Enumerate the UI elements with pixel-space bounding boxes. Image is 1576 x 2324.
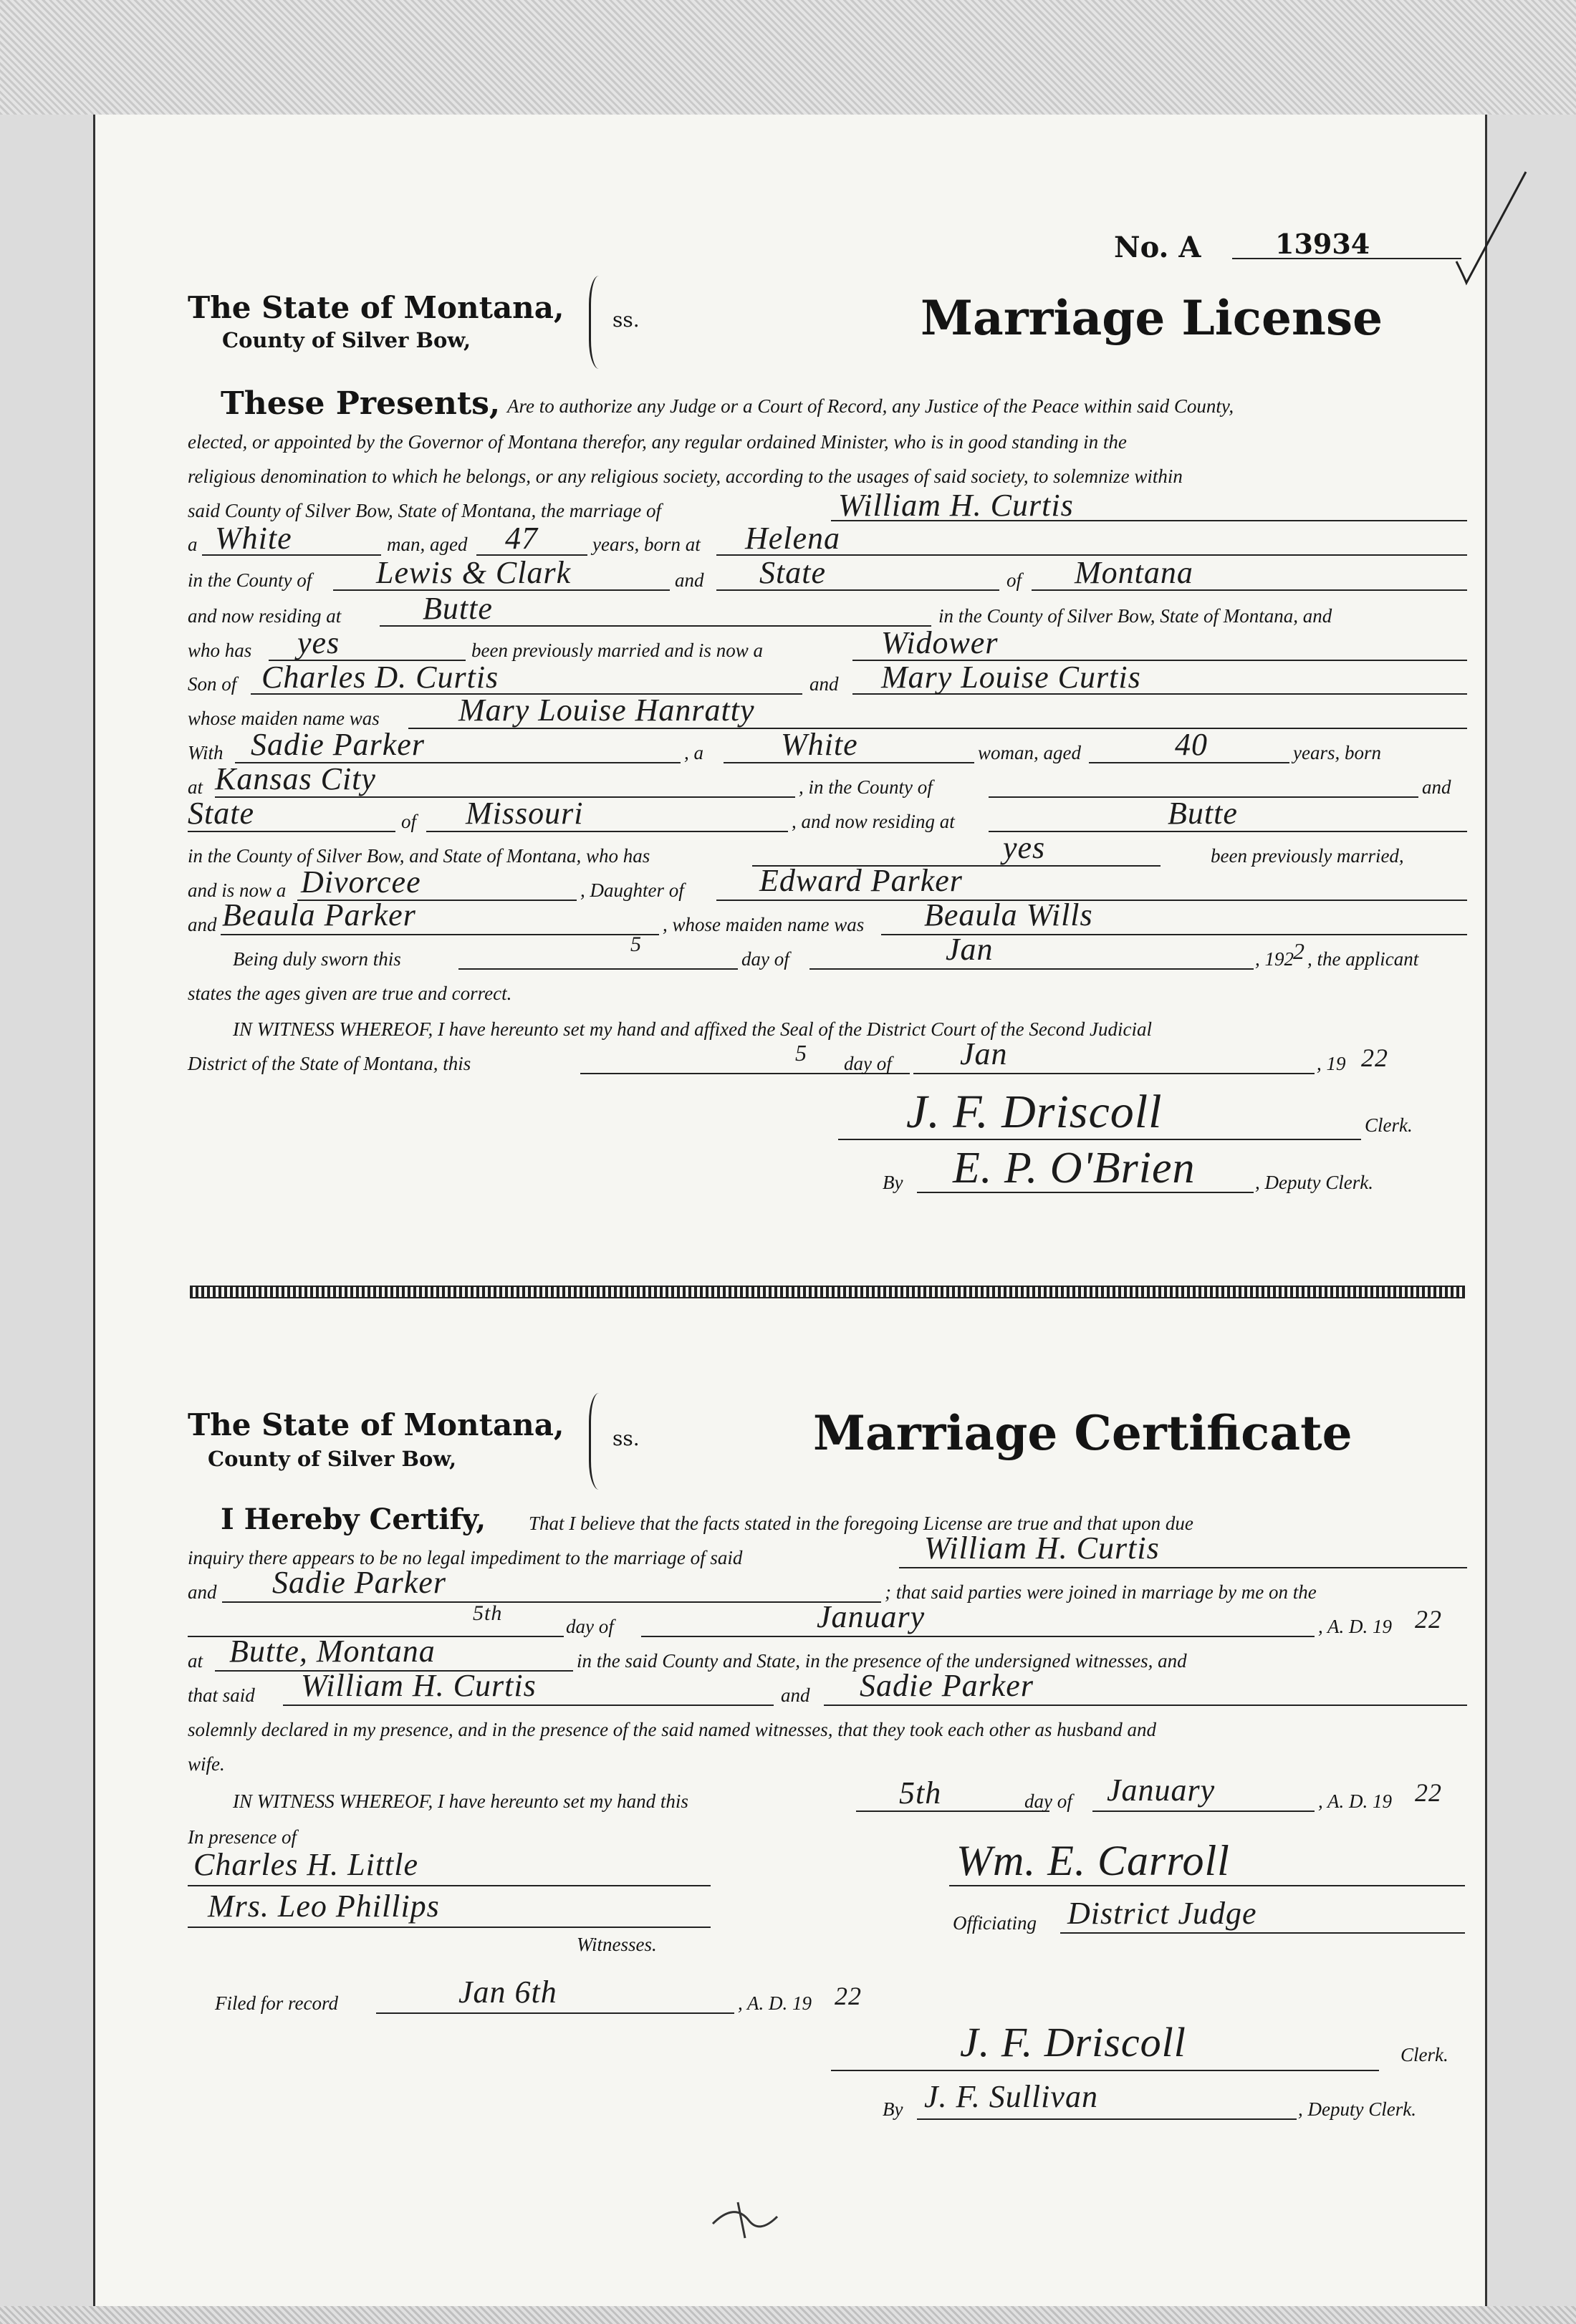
label-county-silver: in the County of Silver Bow, and State of Montana, who has bbox=[188, 845, 650, 867]
cert-label-ad-3: , A. D. 19 bbox=[738, 1992, 812, 2014]
witness1-line bbox=[188, 1885, 711, 1886]
witness-month: Jan bbox=[960, 1036, 1008, 1071]
cert-witness-day: 5th bbox=[899, 1775, 942, 1810]
license-deputy-signature: E. P. O'Brien bbox=[953, 1144, 1196, 1192]
section-divider bbox=[190, 1286, 1465, 1298]
certificate-county-heading: County of Silver Bow, bbox=[208, 1447, 457, 1471]
bride-state-word: State bbox=[188, 796, 254, 831]
cert-label-ad-2: , A. D. 19 bbox=[1318, 1790, 1393, 1812]
label-now-residing: and now residing at bbox=[188, 605, 342, 627]
cert-witness-month: January bbox=[1107, 1773, 1216, 1808]
label-and-4: and bbox=[188, 914, 217, 935]
groom-birth-state: Montana bbox=[1075, 555, 1193, 590]
cert-filed-date: Jan 6th bbox=[458, 1975, 557, 2010]
cert-deputy-label: , Deputy Clerk. bbox=[1298, 2098, 1416, 2120]
cert-label-county-state: in the said County and State, in the presence of the undersigned witnesses, and bbox=[577, 1650, 1187, 1672]
label-is-now: and is now a bbox=[188, 879, 287, 901]
label-with: With bbox=[188, 742, 224, 763]
groom-age: 47 bbox=[505, 521, 538, 556]
label-day-of: day of bbox=[741, 948, 789, 970]
cert-deputy-signature: J. F. Sullivan bbox=[924, 2079, 1098, 2114]
groom-birthplace: Helena bbox=[745, 521, 841, 556]
label-residence-tail: in the County of Silver Bow, State of Montana, and bbox=[938, 605, 1332, 627]
cert-label-day-of: day of bbox=[566, 1616, 614, 1637]
bride-mother-maiden: Beaula Wills bbox=[924, 897, 1093, 932]
label-of-2: of bbox=[401, 811, 417, 832]
license-county-heading: County of Silver Bow, bbox=[222, 328, 471, 352]
label-in-county-2: , in the County of bbox=[799, 776, 933, 798]
cert-witness-day-line bbox=[856, 1810, 1049, 1812]
witness-year: 22 bbox=[1361, 1043, 1388, 1072]
filed-date-line bbox=[376, 2012, 734, 2014]
cert-label-at: at bbox=[188, 1650, 203, 1672]
bride-birthplace: Kansas City bbox=[215, 761, 376, 796]
cert-witnesses-label: Witnesses. bbox=[577, 1934, 657, 1955]
label-in-county: in the County of bbox=[188, 569, 312, 591]
label-born-at: years, born at bbox=[592, 534, 701, 555]
cert-label-and-2: and bbox=[781, 1684, 810, 1706]
sworn-month: Jan bbox=[946, 932, 994, 967]
cert-bride-name: Sadie Parker bbox=[272, 1565, 446, 1600]
label-who-has: who has bbox=[188, 640, 252, 661]
cert-married-place: Butte, Montana bbox=[229, 1634, 436, 1669]
label-son-of: Son of bbox=[188, 673, 237, 695]
witness-day: 5 bbox=[795, 1040, 807, 1066]
groom-status: Widower bbox=[881, 625, 999, 660]
bride-race: White bbox=[781, 727, 858, 762]
label-now-residing-2: , and now residing at bbox=[792, 811, 955, 832]
officiant-title-line bbox=[1060, 1932, 1465, 1934]
bride-status: Divorcee bbox=[301, 864, 421, 900]
label-day-of-2: day of bbox=[844, 1053, 892, 1074]
presents-text-1: Are to authorize any Judge or a Court of Record, any Justice of the Peace within said County, bbox=[507, 395, 1234, 417]
cert-witness-1: Charles H. Little bbox=[193, 1847, 419, 1882]
label-and: and bbox=[675, 569, 704, 591]
label-at: at bbox=[188, 776, 203, 798]
bride-age: 40 bbox=[1175, 727, 1208, 762]
scan-top-margin bbox=[0, 0, 1576, 115]
scan-bottom-margin bbox=[0, 2306, 1576, 2324]
cert-groom2-line bbox=[283, 1705, 774, 1706]
witness-month-line bbox=[913, 1073, 1315, 1074]
cert-deputy-line bbox=[917, 2118, 1297, 2120]
certificate-ss: ss. bbox=[612, 1427, 640, 1450]
certify-heading: I Hereby Certify, bbox=[221, 1503, 486, 1536]
cert-officiant-signature: Wm. E. Carroll bbox=[956, 1837, 1230, 1884]
certify-text-1: That I believe that the facts stated in the foregoing License are true and that upon due bbox=[529, 1513, 1193, 1534]
cert-clerk-signature: J. F. Driscoll bbox=[960, 2019, 1186, 2065]
cert-witness-year: 22 bbox=[1415, 1778, 1442, 1807]
label-been-prev-2: been previously married, bbox=[1211, 845, 1404, 867]
groom-race: White bbox=[215, 521, 292, 556]
cert-label-day-of-2: day of bbox=[1024, 1790, 1072, 1812]
bride-mother: Beaula Parker bbox=[222, 897, 416, 932]
groom-mother-maiden: Mary Louise Hanratty bbox=[458, 693, 755, 728]
filing-mark bbox=[706, 2195, 784, 2245]
bride-residence: Butte bbox=[1168, 796, 1238, 831]
cert-month-line bbox=[641, 1636, 1315, 1637]
cert-officiating-label: Officiating bbox=[953, 1912, 1037, 1934]
groom-name: William H. Curtis bbox=[838, 488, 1074, 523]
license-witness-2: District of the State of Montana, this bbox=[188, 1053, 471, 1074]
cert-filed-year: 22 bbox=[835, 1982, 862, 2010]
cert-groom-line bbox=[899, 1567, 1467, 1568]
label-year-192: , 192 bbox=[1255, 948, 1294, 970]
license-brace bbox=[589, 276, 601, 369]
check-mark bbox=[1451, 168, 1529, 286]
groom-residence: Butte bbox=[423, 591, 493, 626]
label-a-2: , a bbox=[684, 742, 703, 763]
license-clerk-signature: J. F. Driscoll bbox=[906, 1086, 1163, 1138]
label-years-born: years, born bbox=[1293, 742, 1381, 763]
license-ss: ss. bbox=[612, 308, 640, 332]
certificate-brace bbox=[589, 1393, 601, 1490]
cert-groom-name: William H. Curtis bbox=[924, 1530, 1160, 1566]
cert-label-that-said: that said bbox=[188, 1684, 255, 1706]
groom-mother: Mary Louise Curtis bbox=[881, 660, 1141, 695]
label-and-3: and bbox=[1422, 776, 1451, 798]
sworn-year-digit: 2 bbox=[1293, 938, 1305, 964]
license-witness-1: IN WITNESS WHEREOF, I have hereunto set my hand and affixed the Seal of the District Court of the Second Judicial bbox=[233, 1018, 1153, 1040]
certificate-title: Marriage Certificate bbox=[813, 1405, 1352, 1461]
cert-solemnly: solemnly declared in my presence, and in the presence of the said named witnesses, that they took each other as husband and bbox=[188, 1719, 1156, 1740]
groom-state-word: State bbox=[759, 555, 826, 590]
cert-label-and: and bbox=[188, 1581, 217, 1603]
cert-wife: wife. bbox=[188, 1753, 225, 1775]
cert-label-joined: ; that said parties were joined in marriage by me on the bbox=[885, 1581, 1317, 1603]
license-number-label: No. A bbox=[1114, 231, 1201, 264]
presents-text-4: said County of Silver Bow, State of Montana, the marriage of bbox=[188, 500, 661, 521]
cert-officiant-title: District Judge bbox=[1067, 1896, 1257, 1931]
cert-married-month: January bbox=[817, 1599, 926, 1634]
presents-text-3: religious denomination to which he belongs, or any religious society, according to the usages of said society, to solemnize within bbox=[188, 466, 1183, 487]
presents-text-2: elected, or appointed by the Governor of Montana therefor, any regular ordained Minister, who is in good standing in the bbox=[188, 431, 1127, 453]
sworn-day-line bbox=[458, 968, 738, 970]
license-deputy-label: , Deputy Clerk. bbox=[1255, 1172, 1373, 1193]
certify-text-2: inquiry there appears to be no legal impediment to the marriage of said bbox=[188, 1547, 743, 1568]
label-maiden-2: , whose maiden name was bbox=[663, 914, 865, 935]
cert-married-day: 5th bbox=[473, 1601, 503, 1625]
label-of: of bbox=[1006, 569, 1022, 591]
sworn-day: 5 bbox=[630, 932, 642, 956]
groom-father: Charles D. Curtis bbox=[261, 660, 499, 695]
cert-married-year: 22 bbox=[1415, 1605, 1442, 1634]
label-a: a bbox=[188, 534, 198, 555]
cert-bride2-line bbox=[824, 1705, 1467, 1706]
bride-father: Edward Parker bbox=[759, 863, 963, 898]
label-daughter-of: , Daughter of bbox=[580, 879, 684, 901]
cert-in-presence: In presence of bbox=[188, 1826, 297, 1848]
label-year-19: , 19 bbox=[1317, 1053, 1346, 1074]
cert-witness-month-line bbox=[1092, 1810, 1315, 1812]
groom-prev-married: yes bbox=[297, 625, 340, 660]
label-been-prev: been previously married and is now a bbox=[471, 640, 763, 661]
bride-mother-line bbox=[221, 934, 659, 935]
cert-clerk-line bbox=[831, 2070, 1379, 2071]
bride-birth-state: Missouri bbox=[466, 796, 584, 831]
bride-name: Sadie Parker bbox=[251, 727, 425, 762]
license-number: 13934 bbox=[1275, 228, 1370, 260]
label-maiden: whose maiden name was bbox=[188, 708, 380, 729]
groom-birth-county: Lewis & Clark bbox=[376, 555, 572, 590]
certificate-state-heading: The State of Montana, bbox=[188, 1407, 564, 1442]
bride-prev-married: yes bbox=[1003, 830, 1046, 865]
license-number-line bbox=[1232, 258, 1461, 259]
witness2-line bbox=[188, 1927, 711, 1928]
label-and-2: and bbox=[809, 673, 839, 695]
cert-witness-2: Mrs. Leo Phillips bbox=[208, 1889, 440, 1924]
cert-by-label: By bbox=[883, 2098, 903, 2120]
label-woman-aged: woman, aged bbox=[978, 742, 1081, 763]
label-applicant: , the applicant bbox=[1307, 948, 1419, 970]
sworn-month-line bbox=[809, 968, 1254, 970]
license-by-label: By bbox=[883, 1172, 903, 1193]
cert-witness-text: IN WITNESS WHEREOF, I have hereunto set my hand this bbox=[233, 1790, 688, 1812]
cert-clerk-label: Clerk. bbox=[1400, 2044, 1448, 2065]
license-state-heading: The State of Montana, bbox=[188, 290, 564, 325]
cert-groom-name-2: William H. Curtis bbox=[301, 1668, 537, 1703]
label-states-ages: states the ages given are true and correct. bbox=[188, 983, 512, 1004]
label-man-aged: man, aged bbox=[387, 534, 468, 555]
license-clerk-label: Clerk. bbox=[1365, 1114, 1413, 1136]
license-title: Marriage License bbox=[921, 290, 1383, 346]
cert-label-ad: , A. D. 19 bbox=[1318, 1616, 1393, 1637]
cert-filed-label: Filed for record bbox=[215, 1992, 338, 2014]
cert-bride-line bbox=[222, 1601, 881, 1603]
presents-heading: These Presents, bbox=[221, 385, 501, 422]
cert-bride-name-2: Sadie Parker bbox=[860, 1668, 1034, 1703]
label-sworn: Being duly sworn this bbox=[233, 948, 401, 970]
